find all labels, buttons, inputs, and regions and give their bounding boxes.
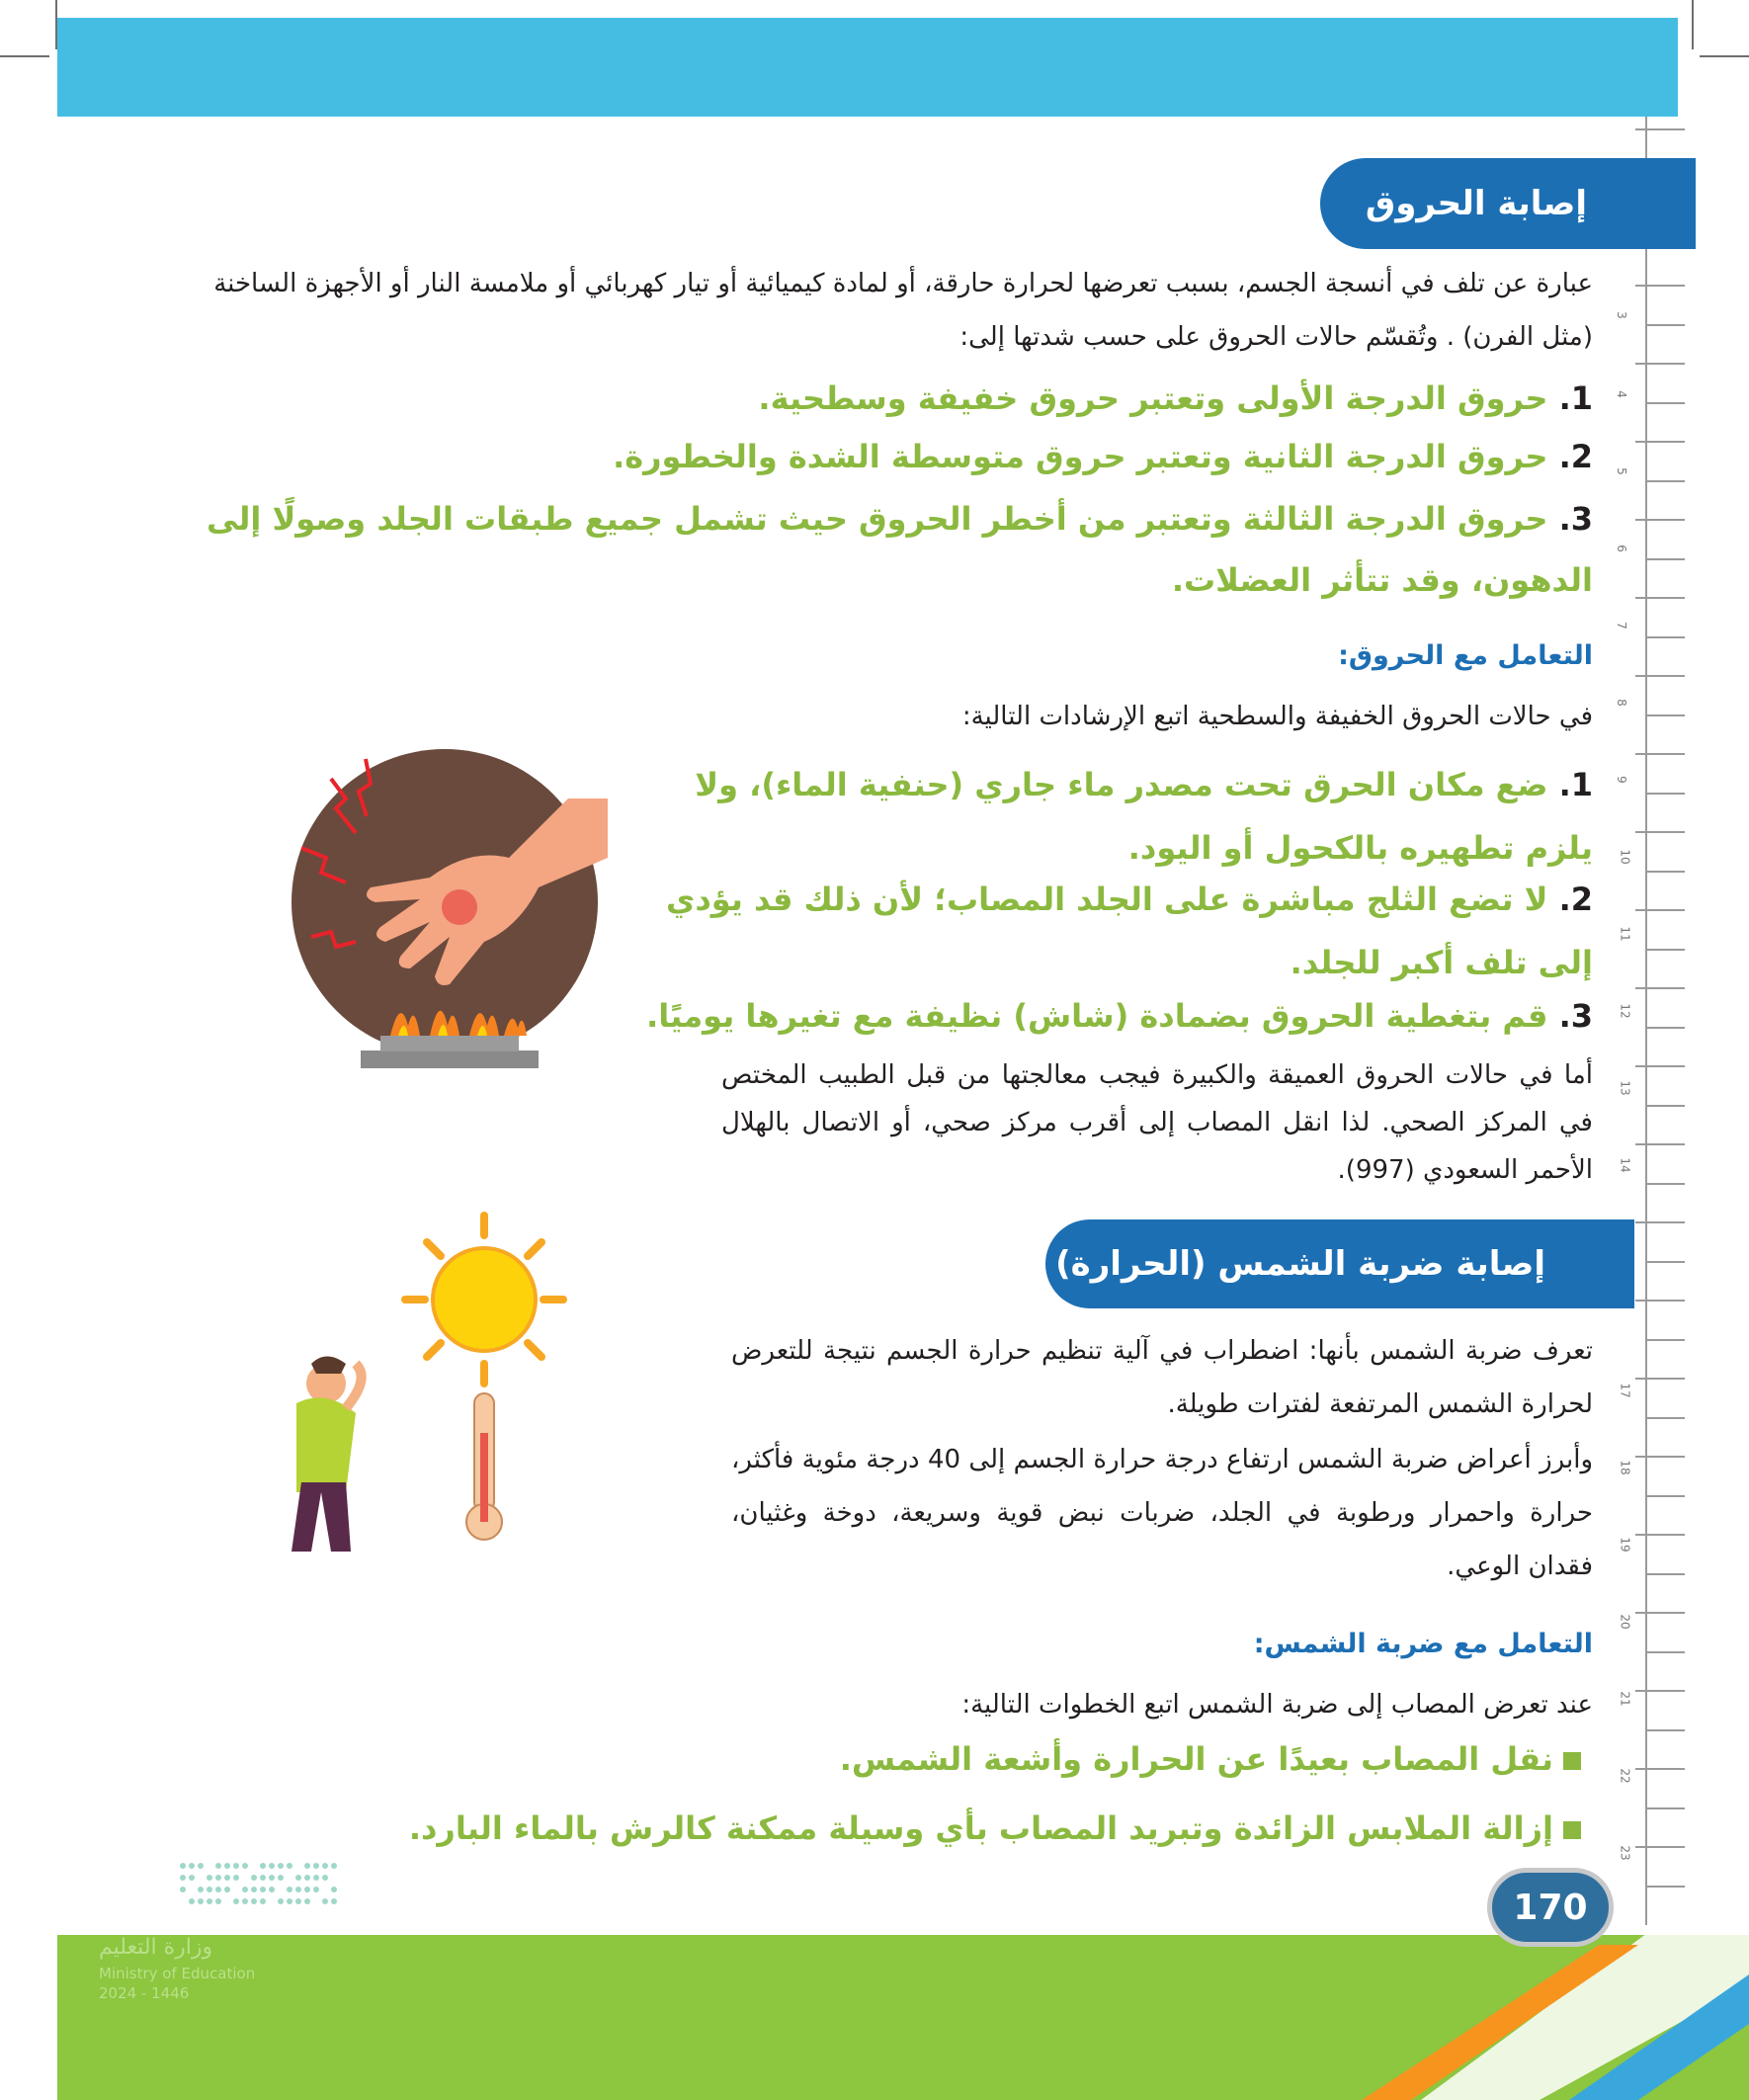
ruler-tick (1647, 1729, 1685, 1731)
ruler-number: 14 (1618, 1157, 1632, 1173)
logo-dot (215, 1887, 221, 1892)
logo-dot (313, 1887, 319, 1892)
logo-dot (269, 1875, 275, 1881)
logo-dot (251, 1898, 257, 1904)
sunstroke-step-2 (296, 1801, 1581, 1856)
logo-dot (180, 1875, 186, 1881)
section-title-sunstroke (1045, 1219, 1634, 1308)
ruler-tick (1635, 1768, 1685, 1770)
logo-dot (331, 1898, 337, 1904)
logo-dot (295, 1875, 301, 1881)
ruler-tick (1647, 1261, 1685, 1263)
ruler-tick (1635, 675, 1685, 677)
burn-spot (442, 889, 477, 925)
logo-dot (260, 1863, 266, 1869)
logo-dot (287, 1887, 292, 1892)
logo-dot (295, 1887, 301, 1892)
burn-step-2-text: لا تضع الثلج مباشرة على الجلد المصاب؛ لأن ذلك قد يؤدي إلى تلف أكبر للجلد. (666, 881, 1593, 981)
bullet-square-icon (1563, 1821, 1581, 1839)
logo-dot (304, 1875, 310, 1881)
logo-dot (224, 1875, 230, 1881)
ruler-number: 12 (1618, 1003, 1632, 1019)
ruler-tick (1647, 714, 1685, 716)
ruler-number: 5 (1614, 467, 1628, 475)
logo-dot (180, 1887, 186, 1892)
logo-dot (260, 1875, 266, 1881)
burn-step-1 (632, 753, 1593, 880)
logo-dot (278, 1875, 284, 1881)
logo-dot (242, 1863, 248, 1869)
burn-step-2 (632, 868, 1593, 994)
burns-severe-paragraph: أما في حالات الحروق العميقة والكبيرة فيجب معالجتها من قبل الطبيب المختص في المركز الصحي. لذا انقل المصاب إلى أقرب مركز صحي، أو الاتصال بالهلال الأحمر السعودي (997). (721, 1060, 1593, 1185)
header-band (57, 18, 1678, 117)
bullet-square-icon (1563, 1752, 1581, 1770)
sunstroke-step-1-text: نقل المصاب بعيدًا عن الحرارة وأشعة الشمس. (839, 1740, 1553, 1778)
page-number: 170 (1513, 1887, 1588, 1928)
ruler-tick (1635, 1378, 1685, 1380)
ruler-number: 11 (1618, 926, 1632, 942)
section-title-burns (1320, 158, 1696, 249)
ruler-tick (1635, 1456, 1685, 1458)
ruler-number: 10 (1618, 849, 1632, 865)
ruler-tick (1635, 1690, 1685, 1692)
burn-step-3-text: قم بتغطية الحروق بضمادة (شاش) نظيفة مع تغيرها يوميًا. (646, 997, 1548, 1035)
sunstroke-title-text: إصابة ضربة الشمس (الحرارة) (1055, 1244, 1545, 1284)
crop-mark (1692, 0, 1694, 49)
burns-title-text: إصابة الحروق (1365, 184, 1587, 223)
burn-degree-2-num: 2. (1558, 438, 1593, 475)
logo-dot (242, 1898, 248, 1904)
logo-dot (233, 1875, 239, 1881)
ruler-tick (1635, 441, 1685, 443)
ruler-tick (1647, 324, 1685, 326)
logo-dot (198, 1887, 204, 1892)
logo-dot (207, 1875, 212, 1881)
ministry-logo (99, 1858, 356, 2016)
ruler-tick (1635, 1846, 1685, 1848)
burn-step-2-num: 2. (1558, 881, 1593, 918)
burns-intro-line1: عبارة عن تلف في أنسجة الجسم، بسبب تعرضها لحرارة حارقة، أو لمادة كيميائية أو تيار كهربائي أو ملامسة النار أو الأجهزة الساخنة (213, 269, 1593, 298)
ministry-name-ar: وزارة التعليم (99, 1935, 213, 1960)
logo-dot (260, 1887, 266, 1892)
ruler-number: 3 (1614, 311, 1628, 319)
sun-icon (405, 1216, 563, 1384)
burn-hand-illustration (272, 739, 608, 1075)
sunstroke-symptoms (731, 1433, 1593, 1593)
ministry-logo-dots-icon (178, 1858, 346, 1917)
sunstroke-handling-title: التعامل مع ضربة الشمس: (1253, 1629, 1593, 1659)
ruler-tick (1635, 1065, 1685, 1067)
burn-degree-2-text: حروق الدرجة الثانية وتعتبر حروق متوسطة الشدة والخطورة. (613, 438, 1548, 475)
ruler-tick (1635, 753, 1685, 755)
sunstroke-definition-text: تعرف ضربة الشمس بأنها: اضطراب في آلية تنظيم حرارة الجسم نتيجة للتعرض لحرارة الشمس المرتفعة لفترات طويلة. (731, 1336, 1593, 1419)
burn-step-3-num: 3. (1558, 997, 1593, 1035)
ruler-number: 21 (1618, 1691, 1632, 1707)
burn-degree-3-num: 3. (1558, 500, 1593, 538)
logo-dot (189, 1898, 195, 1904)
page-number-badge (1487, 1868, 1614, 1947)
ruler-tick (1635, 1221, 1685, 1223)
ruler-tick (1635, 128, 1685, 130)
ruler-number: 19 (1618, 1537, 1632, 1553)
ruler-tick (1647, 558, 1685, 560)
burn-step-1-text: ضع مكان الحرق تحت مصدر ماء جاري (حنفية الماء)، ولا يلزم تطهيره بالكحول أو اليود. (695, 766, 1593, 867)
ruler-tick (1635, 909, 1685, 911)
logo-dot (207, 1887, 212, 1892)
ruler-number: 8 (1614, 699, 1628, 707)
ruler-tick (1647, 1183, 1685, 1185)
logo-dot (322, 1898, 328, 1904)
ministry-year: 2024 - 1446 (99, 1984, 190, 2002)
logo-dot (278, 1863, 284, 1869)
ruler-tick (1635, 597, 1685, 599)
logo-dot (304, 1863, 310, 1869)
sunstroke-step-1 (692, 1731, 1581, 1787)
burns-intro-line2: (مثل الفرن) . وتُقسّم حالات الحروق على حسب شدتها إلى: (959, 322, 1593, 352)
logo-dot (215, 1898, 221, 1904)
ruler-tick (1647, 1651, 1685, 1653)
ruler-number: 9 (1614, 776, 1628, 784)
logo-dot (215, 1863, 221, 1869)
logo-dot (304, 1898, 310, 1904)
ruler-number: 23 (1618, 1845, 1632, 1861)
sunstroke-step-2-text: إزالة الملابس الزائدة وتبريد المصاب بأي وسيلة ممكنة كالرش بالماء البارد. (408, 1809, 1553, 1847)
burns-handling-intro-text: في حالات الحروق الخفيفة والسطحية اتبع الإرشادات التالية: (961, 702, 1593, 731)
burn-step-1-num: 1. (1558, 766, 1593, 803)
logo-dot (287, 1898, 292, 1904)
sunstroke-handling-intro-text: عند تعرض المصاب إلى ضربة الشمس اتبع الخطوات التالية: (961, 1690, 1593, 1720)
stove-burner (380, 1036, 519, 1051)
logo-dot (180, 1863, 186, 1869)
ruler-tick (1635, 831, 1685, 833)
sunstroke-definition (731, 1324, 1593, 1431)
logo-dot (287, 1863, 292, 1869)
burns-severe-text (721, 1051, 1593, 1194)
ruler-tick (1635, 1612, 1685, 1614)
ruler-tick (1647, 636, 1685, 638)
ruler-tick (1647, 1573, 1685, 1575)
sunstroke-symptoms-text: وأبرز أعراض ضربة الشمس ارتفاع درجة حرارة الجسم إلى 40 درجة مئوية فأكثر، حرارة واحمرار ورطوبة في الجلد، ضربات نبض قوية وسريعة، دوخة وغثيان، فقدان الوعي. (731, 1445, 1594, 1581)
burn-degree-2 (296, 429, 1593, 484)
crop-mark (0, 55, 49, 57)
logo-dot (215, 1875, 221, 1881)
ruler-tick (1647, 1339, 1685, 1341)
ruler-tick (1635, 1534, 1685, 1536)
logo-dot (189, 1875, 195, 1881)
ruler-tick (1647, 1027, 1685, 1029)
logo-dot (242, 1887, 248, 1892)
logo-dot (233, 1898, 239, 1904)
ruler-number: 6 (1614, 545, 1628, 552)
logo-dot (269, 1863, 275, 1869)
burn-degree-1-num: 1. (1558, 379, 1593, 417)
logo-dot (207, 1898, 212, 1904)
logo-dot (313, 1863, 319, 1869)
ministry-name-en: Ministry of Education (99, 1965, 256, 1982)
logo-dot (251, 1875, 257, 1881)
logo-dot (295, 1898, 301, 1904)
logo-dot (224, 1863, 230, 1869)
logo-dot (322, 1863, 328, 1869)
ruler-tick (1647, 793, 1685, 795)
logo-dot (278, 1898, 284, 1904)
ruler-tick (1635, 1143, 1685, 1145)
logo-dot (269, 1887, 275, 1892)
burn-degree-3 (138, 488, 1593, 611)
ruler-number: 17 (1618, 1383, 1632, 1398)
burn-degree-1-text: حروق الدرجة الأولى وتعتبر حروق خفيفة وسطحية. (758, 379, 1548, 417)
logo-dot (304, 1887, 310, 1892)
ruler-tick (1647, 1105, 1685, 1107)
burns-handling-title: التعامل مع الحروق: (1338, 640, 1593, 671)
ruler-tick (1647, 1417, 1685, 1419)
logo-dot (198, 1898, 204, 1904)
ruler-number: 13 (1618, 1080, 1632, 1096)
logo-dot (251, 1887, 257, 1892)
burn-step-3 (632, 988, 1593, 1044)
ruler-number: 20 (1618, 1614, 1632, 1630)
sunstroke-handling-intro (889, 1684, 1593, 1725)
ruler-tick (1635, 987, 1685, 989)
logo-dot (260, 1898, 266, 1904)
burns-intro (158, 263, 1593, 304)
ruler-tick (1635, 519, 1685, 521)
logo-dot (331, 1863, 337, 1869)
ruler-number: 7 (1614, 622, 1628, 630)
ruler-tick (1647, 402, 1685, 404)
burns-intro-2 (158, 316, 1593, 358)
ruler-tick (1647, 949, 1685, 951)
ruler-tick (1635, 363, 1685, 365)
logo-dot (189, 1863, 195, 1869)
logo-dot (233, 1863, 239, 1869)
thermometer-icon (466, 1393, 502, 1540)
burn-degree-1 (296, 371, 1593, 426)
logo-dot (322, 1875, 328, 1881)
crop-mark (1700, 55, 1749, 57)
ruler-number: 18 (1618, 1460, 1632, 1475)
ruler-tick (1635, 1300, 1685, 1302)
ruler-tick (1647, 1807, 1685, 1809)
ruler-tick (1635, 285, 1685, 287)
burn-degree-3-text: حروق الدرجة الثالثة وتعتبر من أخطر الحروق حيث تشمل جميع طبقات الجلد وصولًا إلى الدهون، وقد تتأثر العضلات. (206, 500, 1593, 599)
ruler-number: 4 (1614, 390, 1628, 398)
burns-handling-intro (889, 696, 1593, 737)
stove-base (361, 1050, 539, 1068)
logo-dot (313, 1875, 319, 1881)
logo-dot (331, 1887, 337, 1892)
logo-dot (198, 1863, 204, 1869)
ruler-tick (1647, 480, 1685, 482)
ruler-tick (1647, 1495, 1685, 1497)
logo-dot (224, 1887, 230, 1892)
person-icon (292, 1357, 362, 1553)
sunstroke-illustration (267, 1206, 603, 1552)
ruler-tick (1647, 871, 1685, 873)
ruler-number: 22 (1618, 1768, 1632, 1784)
